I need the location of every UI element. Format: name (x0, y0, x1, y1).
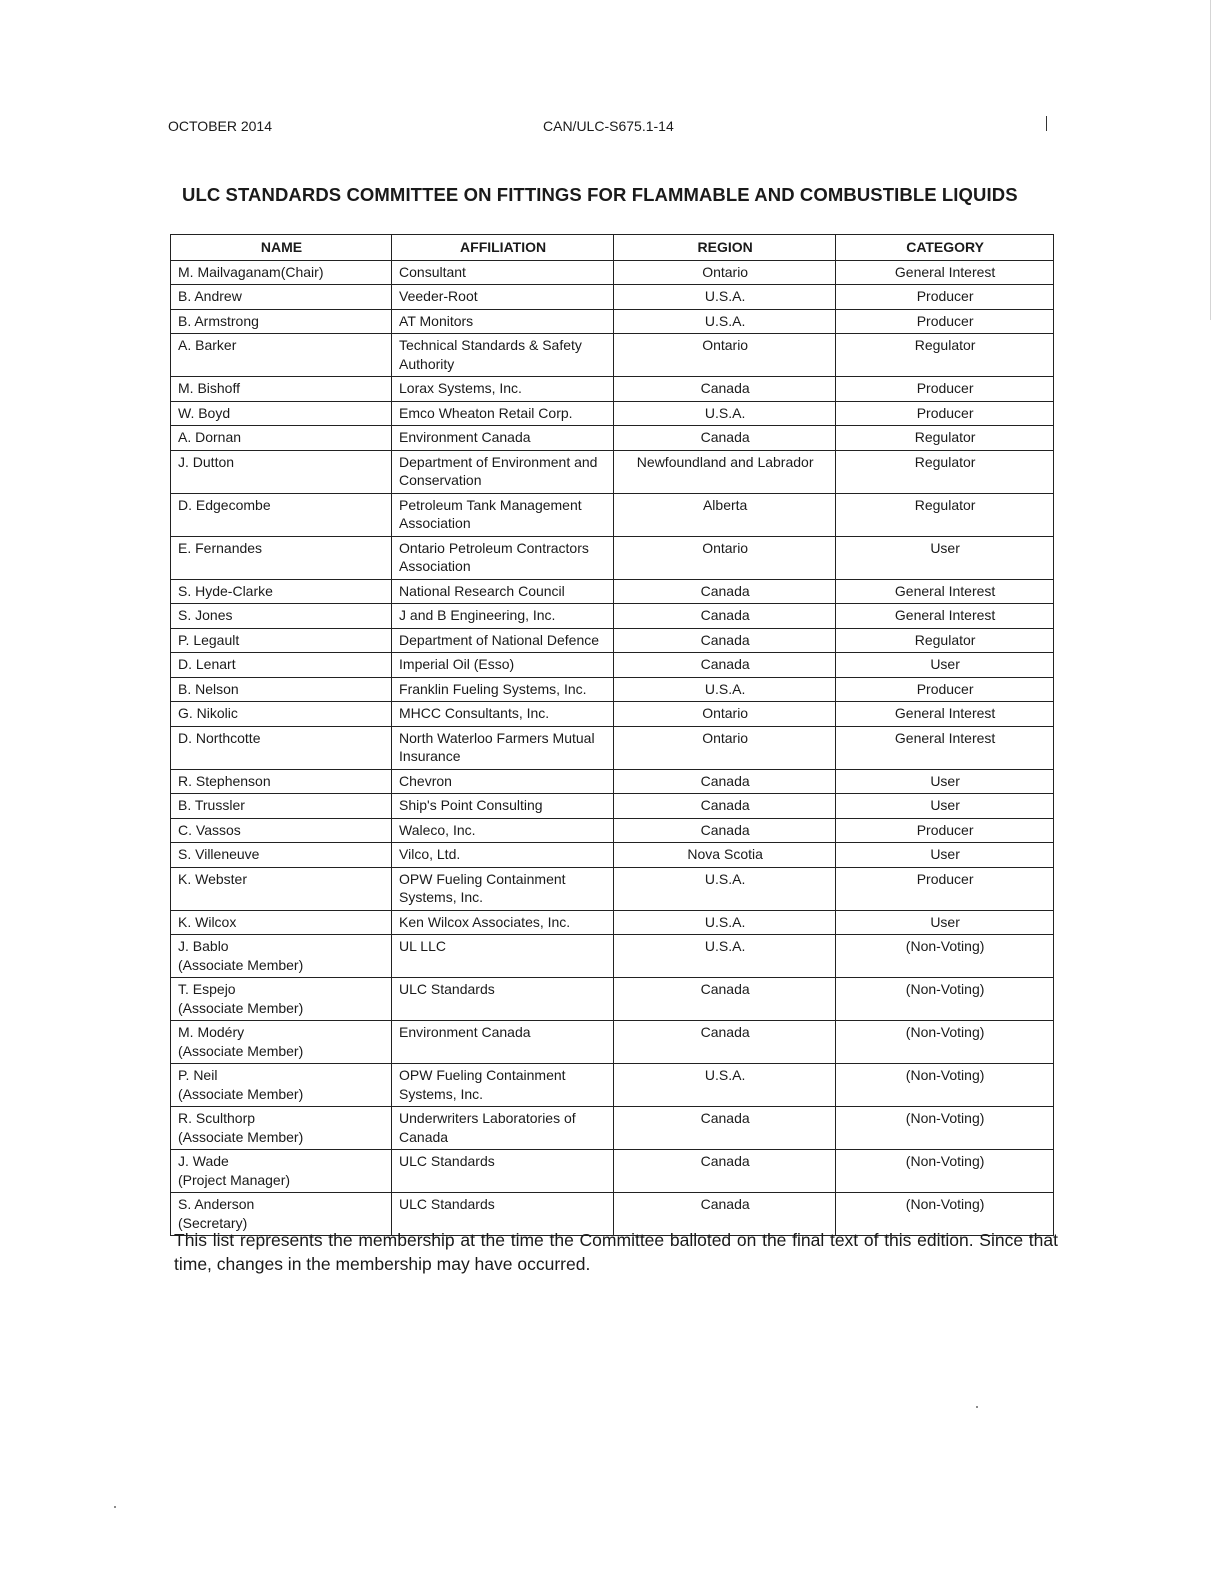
cell-category: User (836, 794, 1054, 819)
cell-category: (Non-Voting) (836, 1193, 1054, 1236)
scan-speck (114, 1506, 116, 1508)
header-date: OCTOBER 2014 (168, 118, 273, 134)
cell-category: Producer (836, 377, 1054, 402)
cell-name (171, 794, 392, 819)
member-role: (Associate Member) (178, 1085, 304, 1102)
cell-region: Canada (614, 579, 836, 604)
cell-region: U.S.A. (614, 867, 836, 910)
cell-region: Canada (614, 1193, 836, 1236)
table-row (171, 579, 1054, 604)
table-row (171, 867, 1054, 910)
cell-name (171, 628, 392, 653)
cell-affiliation: Emco Wheaton Retail Corp. (392, 401, 614, 426)
table-row (171, 493, 1054, 536)
column-header-category: CATEGORY (836, 235, 1054, 261)
cell-category: Producer (836, 818, 1054, 843)
cell-affiliation: Vilco, Ltd. (392, 843, 614, 868)
cell-region: U.S.A. (614, 1064, 836, 1107)
cell-category: General Interest (836, 579, 1054, 604)
cell-category: (Non-Voting) (836, 1021, 1054, 1064)
table-row (171, 1107, 1054, 1150)
cell-region: U.S.A. (614, 935, 836, 978)
member-role: (Associate Member) (178, 999, 304, 1016)
cell-affiliation: Underwriters Laboratories of Canada (392, 1107, 614, 1150)
member-role: (Secretary) (178, 1214, 248, 1231)
column-header-affiliation: AFFILIATION (392, 235, 614, 261)
member-name: J. Wade (178, 1153, 229, 1169)
cell-affiliation: Environment Canada (392, 426, 614, 451)
cell-name (171, 653, 392, 678)
cell-name (171, 493, 392, 536)
table-row (171, 1064, 1054, 1107)
cell-affiliation: ULC Standards (392, 1150, 614, 1193)
cell-affiliation: Veeder-Root (392, 285, 614, 310)
member-name: T. Espejo (178, 981, 236, 997)
change-bar (1046, 116, 1047, 131)
cell-name (171, 1064, 392, 1107)
table-row (171, 1150, 1054, 1193)
cell-name (171, 334, 392, 377)
cell-region: Canada (614, 1021, 836, 1064)
table-row (171, 377, 1054, 402)
table-row (171, 653, 1054, 678)
cell-name (171, 702, 392, 727)
cell-category: Regulator (836, 450, 1054, 493)
cell-name (171, 978, 392, 1021)
member-name: D. Edgecombe (178, 496, 271, 513)
table-row (171, 426, 1054, 451)
cell-name (171, 1150, 392, 1193)
cell-region: Canada (614, 604, 836, 629)
cell-category: (Non-Voting) (836, 1107, 1054, 1150)
table-row (171, 794, 1054, 819)
header-standard-id: CAN/ULC-S675.1-14 (543, 118, 674, 134)
table-row (171, 910, 1054, 935)
cell-name (171, 450, 392, 493)
cell-category: General Interest (836, 260, 1054, 285)
cell-affiliation: MHCC Consultants, Inc. (392, 702, 614, 727)
cell-region: U.S.A. (614, 401, 836, 426)
footer-note: This list represents the membership at the time the Committee balloted on the final text of this edition. Since that time, changes in the membership may have occurred. (174, 1230, 1058, 1274)
cell-region: Ontario (614, 536, 836, 579)
table-row (171, 334, 1054, 377)
cell-name (171, 260, 392, 285)
cell-region: Ontario (614, 260, 836, 285)
table-row (171, 843, 1054, 868)
membership-table (170, 234, 1054, 1236)
cell-category: User (836, 843, 1054, 868)
cell-region: U.S.A. (614, 677, 836, 702)
cell-affiliation: ULC Standards (392, 1193, 614, 1236)
table-row (171, 604, 1054, 629)
table-row (171, 260, 1054, 285)
cell-name (171, 604, 392, 629)
member-name: E. Fernandes (178, 539, 263, 556)
cell-affiliation: North Waterloo Farmers Mutual Insurance (392, 726, 614, 769)
cell-affiliation: AT Monitors (392, 309, 614, 334)
cell-affiliation: Environment Canada (392, 1021, 614, 1064)
cell-affiliation: OPW Fueling Containment Systems, Inc. (392, 1064, 614, 1107)
table-row (171, 536, 1054, 579)
table-row (171, 702, 1054, 727)
cell-category: User (836, 536, 1054, 579)
cell-affiliation: Ship's Point Consulting (392, 794, 614, 819)
member-role: (Associate Member) (178, 1128, 304, 1145)
cell-name (171, 910, 392, 935)
member-name: C. Vassos (178, 821, 241, 838)
table-row (171, 309, 1054, 334)
header-row (171, 235, 1054, 261)
member-name: D. Lenart (178, 656, 236, 672)
cell-region: Canada (614, 1150, 836, 1193)
cell-name (171, 1107, 392, 1150)
cell-region: Newfoundland and Labrador (614, 450, 836, 493)
cell-affiliation: Ontario Petroleum Contractors Association (392, 536, 614, 579)
member-role: (Associate Member) (178, 956, 304, 973)
cell-region: Ontario (614, 334, 836, 377)
member-name: M. Bishoff (178, 380, 240, 396)
cell-name (171, 677, 392, 702)
member-name: J. Bablo (178, 938, 229, 954)
cell-affiliation: National Research Council (392, 579, 614, 604)
member-name: W. Boyd (178, 404, 231, 421)
cell-affiliation: Consultant (392, 260, 614, 285)
cell-name (171, 426, 392, 451)
cell-affiliation: OPW Fueling Containment Systems, Inc. (392, 867, 614, 910)
cell-affiliation: Department of National Defence (392, 628, 614, 653)
cell-affiliation: Technical Standards & Safety Authority (392, 334, 614, 377)
cell-affiliation: Petroleum Tank Management Association (392, 493, 614, 536)
cell-affiliation: J and B Engineering, Inc. (392, 604, 614, 629)
member-name: B. Andrew (178, 288, 242, 304)
cell-category: (Non-Voting) (836, 935, 1054, 978)
member-name: P. Legault (178, 631, 240, 648)
member-name: J. Dutton (178, 453, 235, 470)
member-name: M. Modéry (178, 1024, 245, 1040)
cell-region: U.S.A. (614, 309, 836, 334)
column-header-name: NAME (171, 235, 392, 261)
cell-category: (Non-Voting) (836, 1150, 1054, 1193)
table-row (171, 401, 1054, 426)
cell-name (171, 401, 392, 426)
table-row (171, 450, 1054, 493)
column-header-region: REGION (614, 235, 836, 261)
cell-category: Producer (836, 677, 1054, 702)
cell-category: (Non-Voting) (836, 1064, 1054, 1107)
member-name: P. Neil (178, 1067, 218, 1083)
cell-name (171, 726, 392, 769)
cell-category: Producer (836, 867, 1054, 910)
cell-affiliation: Lorax Systems, Inc. (392, 377, 614, 402)
cell-category: User (836, 910, 1054, 935)
cell-affiliation: Ken Wilcox Associates, Inc. (392, 910, 614, 935)
table-row (171, 769, 1054, 794)
cell-name (171, 536, 392, 579)
cell-name (171, 579, 392, 604)
cell-category: Regulator (836, 628, 1054, 653)
cell-category: Producer (836, 401, 1054, 426)
member-role: (Associate Member) (178, 1042, 304, 1059)
cell-affiliation: Imperial Oil (Esso) (392, 653, 614, 678)
cell-category: User (836, 653, 1054, 678)
cell-affiliation: Waleco, Inc. (392, 818, 614, 843)
member-name: S. Hyde-Clarke (178, 582, 273, 599)
member-name: M. Mailvaganam(Chair) (178, 263, 324, 280)
cell-category: (Non-Voting) (836, 978, 1054, 1021)
cell-region: Canada (614, 769, 836, 794)
member-name: A. Barker (178, 337, 237, 353)
cell-name (171, 769, 392, 794)
cell-region: Nova Scotia (614, 843, 836, 868)
cell-affiliation: ULC Standards (392, 978, 614, 1021)
cell-region: Canada (614, 653, 836, 678)
cell-name (171, 377, 392, 402)
table-row (171, 935, 1054, 978)
table-header (171, 235, 1054, 261)
cell-region: Canada (614, 978, 836, 1021)
member-name: B. Trussler (178, 797, 245, 813)
cell-category: Producer (836, 285, 1054, 310)
cell-affiliation: Chevron (392, 769, 614, 794)
table-row (171, 628, 1054, 653)
member-name: S. Villeneuve (178, 846, 260, 862)
table-row (171, 818, 1054, 843)
member-name: A. Dornan (178, 429, 242, 445)
cell-region: Canada (614, 377, 836, 402)
cell-region: U.S.A. (614, 285, 836, 310)
cell-name (171, 818, 392, 843)
member-name: G. Nikolic (178, 705, 238, 721)
scan-edge-line (1210, 0, 1211, 320)
member-name: K. Wilcox (178, 913, 237, 930)
table-body (171, 260, 1054, 1236)
cell-name (171, 1021, 392, 1064)
member-name: R. Sculthorp (178, 1110, 256, 1126)
cell-name (171, 309, 392, 334)
table-row (171, 726, 1054, 769)
cell-name (171, 285, 392, 310)
member-name: S. Jones (178, 607, 233, 623)
page-title: ULC STANDARDS COMMITTEE ON FITTINGS FOR FLAMMABLE AND COMBUSTIBLE LIQUIDS (182, 184, 1018, 205)
table-row (171, 677, 1054, 702)
table-row (171, 978, 1054, 1021)
cell-region: U.S.A. (614, 910, 836, 935)
cell-affiliation: Department of Environment and Conservation (392, 450, 614, 493)
cell-region: Ontario (614, 726, 836, 769)
cell-category: Regulator (836, 493, 1054, 536)
cell-region: Canada (614, 628, 836, 653)
cell-name (171, 935, 392, 978)
cell-name (171, 843, 392, 868)
cell-category: Regulator (836, 426, 1054, 451)
cell-name (171, 867, 392, 910)
cell-region: Canada (614, 426, 836, 451)
cell-category: Regulator (836, 334, 1054, 377)
member-name: S. Anderson (178, 1196, 255, 1212)
cell-region: Canada (614, 794, 836, 819)
member-name: R. Stephenson (178, 772, 271, 789)
table-row (171, 285, 1054, 310)
cell-category: General Interest (836, 604, 1054, 629)
member-name: B. Armstrong (178, 312, 259, 329)
cell-category: Producer (836, 309, 1054, 334)
member-name: D. Northcotte (178, 729, 261, 746)
cell-category: General Interest (836, 726, 1054, 769)
scan-speck (976, 1406, 978, 1408)
cell-region: Canada (614, 818, 836, 843)
cell-region: Ontario (614, 702, 836, 727)
cell-affiliation: Franklin Fueling Systems, Inc. (392, 677, 614, 702)
member-name: K. Webster (178, 870, 247, 887)
cell-region: Canada (614, 1107, 836, 1150)
cell-category: User (836, 769, 1054, 794)
member-role: (Project Manager) (178, 1171, 291, 1188)
cell-affiliation: UL LLC (392, 935, 614, 978)
cell-region: Alberta (614, 493, 836, 536)
table-row (171, 1021, 1054, 1064)
cell-category: General Interest (836, 702, 1054, 727)
member-name: B. Nelson (178, 680, 239, 697)
